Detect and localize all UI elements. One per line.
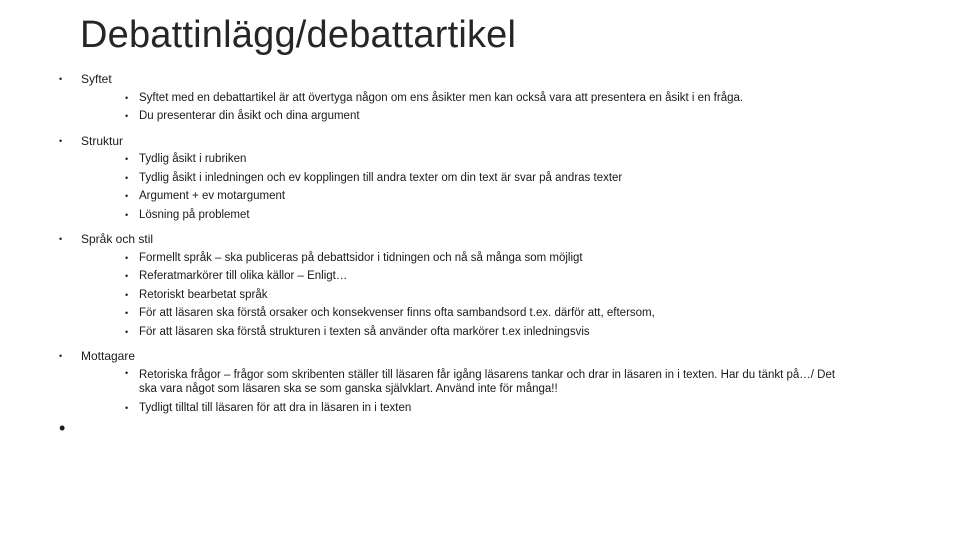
list-item — [81, 187, 848, 206]
slide-title: Debattinlägg/debattartikel — [80, 14, 517, 56]
list-item-text: Formellt språk – ska publiceras på debattsidor i tidningen och nå så många som möjligt — [139, 251, 583, 264]
empty-bullet-icon: • — [59, 418, 66, 438]
list-item-text: Tydlig åsikt i rubriken — [139, 153, 247, 165]
bullet-icon: • — [125, 154, 129, 164]
list-item — [81, 150, 848, 169]
section-struktur — [58, 132, 848, 225]
section-mottagare — [58, 347, 848, 417]
bullet-icon: • — [59, 135, 63, 146]
list-item — [81, 286, 848, 305]
list-item — [81, 107, 848, 126]
bullet-icon: • — [125, 289, 129, 300]
section-heading: Språk och stil — [81, 232, 154, 246]
bullet-icon: • — [125, 402, 129, 413]
list-item-text: Du presenterar din åsikt och dina argument — [139, 110, 360, 122]
bullet-icon: • — [125, 271, 129, 281]
bullet-icon: • — [125, 367, 129, 378]
bullet-icon: • — [59, 74, 63, 84]
bullet-icon: • — [125, 308, 129, 318]
list-item — [81, 323, 848, 342]
bullet-icon: • — [125, 172, 129, 183]
list-item — [81, 206, 848, 225]
bullet-icon: • — [125, 326, 129, 337]
list-item-text: Referatmarkörer till olika källor – Enligt… — [139, 270, 348, 282]
list-item — [81, 169, 848, 188]
bullet-list — [58, 70, 848, 423]
section-heading: Mottagare — [81, 349, 136, 363]
list-item-text: Syftet med en debattartikel är att övertyga någon om ens åsikter men kan också vara att presentera en åsikt i en fråga. — [139, 91, 744, 104]
list-item — [81, 366, 848, 399]
list-item-text: För att läsaren ska förstå strukturen i texten så använder ofta markörer t.ex inledningsvis — [139, 325, 590, 338]
list-item-text: För att läsaren ska förstå orsaker och konsekvenser finns ofta sambandsord t.ex. därför att, eftersom, — [139, 307, 655, 319]
bullet-icon: • — [125, 252, 129, 263]
section-sprak-och-stil — [58, 230, 848, 341]
list-item — [81, 304, 848, 323]
bullet-icon: • — [59, 351, 63, 361]
list-item-text: Retoriska frågor – frågor som skribenten ställer till läsaren får igång läsarens tankar och drar in läsaren in i texten. Har du tänkt på…/ Det ska vara något som läsaren ska se som ganska självklart. Använd inte för många!! — [139, 368, 836, 395]
bullet-icon: • — [125, 209, 129, 220]
list-item — [81, 399, 848, 418]
list-item-text: Argument + ev motargument — [139, 190, 286, 202]
list-item — [81, 267, 848, 286]
list-item — [81, 249, 848, 268]
section-syftet — [58, 70, 848, 126]
bullet-icon: • — [125, 111, 129, 121]
list-item-text: Tydligt tilltal till läsaren för att dra in läsaren in i texten — [139, 401, 412, 414]
section-heading: Syftet — [81, 72, 112, 86]
bullet-icon: • — [59, 234, 63, 244]
bullet-icon: • — [125, 92, 129, 103]
section-heading: Struktur — [81, 133, 124, 148]
list-item-text: Retoriskt bearbetat språk — [139, 288, 268, 301]
bullet-icon: • — [125, 191, 129, 201]
list-item-text: Lösning på problemet — [139, 208, 250, 221]
list-item — [81, 89, 848, 108]
list-item-text: Tydlig åsikt i inledningen och ev kopplingen till andra texter om din text är svar på andras texter — [139, 171, 623, 184]
